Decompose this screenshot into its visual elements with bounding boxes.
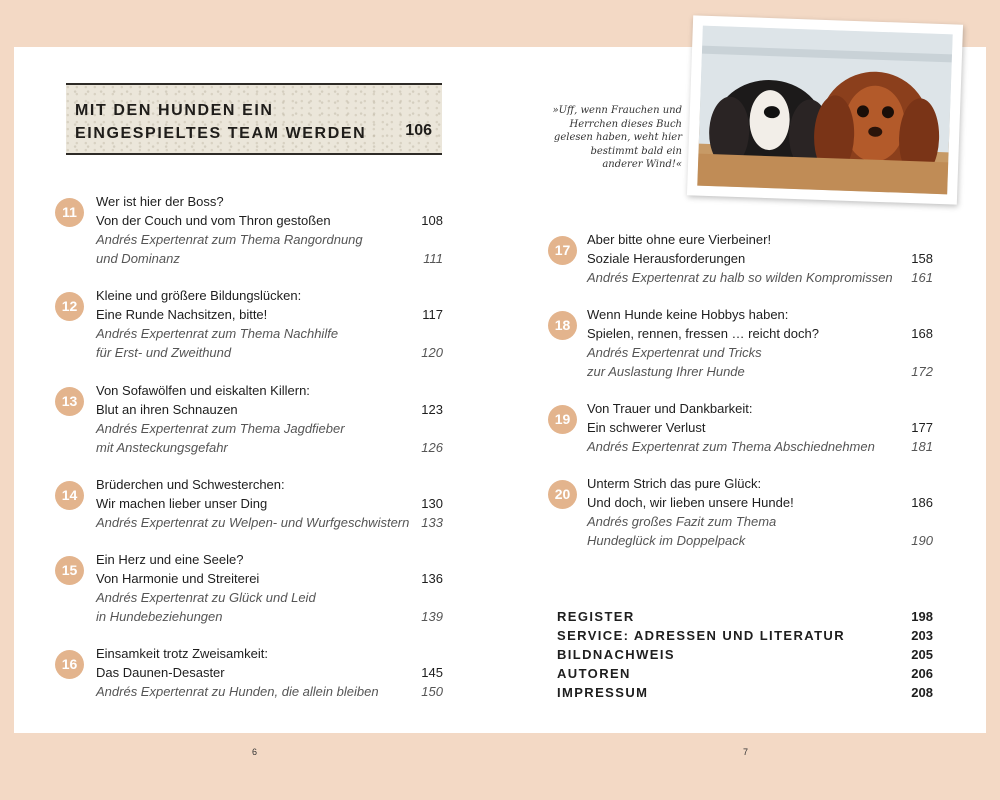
chapter-heading: Wenn Hunde keine Hobbys haben: — [587, 307, 789, 322]
chapter-badge: 12 — [55, 292, 84, 321]
chapter-heading: Aber bitte ohne eure Vierbeiner! — [587, 232, 772, 247]
chapter-badge: 17 — [548, 236, 577, 265]
page-number: 190 — [911, 533, 933, 548]
expert-advice: Andrés Expertenrat zu Welpen- und Wurfgeschwistern — [96, 515, 410, 530]
chapter-title: Wir machen lieber unser Ding — [96, 496, 268, 511]
chapter-heading: Unterm Strich das pure Glück: — [587, 476, 762, 491]
page-number: 123 — [421, 402, 443, 417]
page-number: 120 — [421, 345, 443, 360]
two-dogs-illustration — [697, 26, 952, 195]
page-number: 181 — [911, 439, 933, 454]
page-number: 136 — [421, 571, 443, 586]
chapter-title: Von der Couch und vom Thron gestoßen — [96, 213, 331, 228]
page-number: 108 — [421, 213, 443, 228]
back-matter-label: REGISTER — [557, 609, 635, 624]
chapter-heading: Einsamkeit trotz Zweisamkeit: — [96, 646, 268, 661]
chapter-title: Spielen, rennen, fressen … reicht doch? — [587, 326, 819, 341]
back-matter-label: AUTOREN — [557, 666, 631, 681]
chapter-badge: 16 — [55, 650, 84, 679]
page-number: 111 — [423, 251, 443, 266]
page-number: 168 — [911, 326, 933, 341]
expert-advice: Andrés Expertenrat zum Thema Jagdfieber — [96, 421, 345, 436]
expert-advice: Andrés Expertenrat zu Hunden, die allein bleiben — [96, 684, 379, 699]
page-number: 205 — [911, 647, 933, 662]
chapter-heading: Von Sofawölfen und eiskalten Killern: — [96, 383, 310, 398]
chapter-title: Soziale Herausforderungen — [587, 251, 746, 266]
expert-advice: Andrés Expertenrat zu Glück und Leid — [96, 590, 316, 605]
dog-photo-frame — [687, 15, 963, 204]
chapter-heading: Kleine und größere Bildungslücken: — [96, 288, 302, 303]
expert-advice-cont: in Hundebeziehungen — [96, 609, 223, 624]
page-number: 203 — [911, 628, 933, 643]
chapter-title: Blut an ihren Schnauzen — [96, 402, 238, 417]
page-number: 130 — [421, 496, 443, 511]
back-matter-label: SERVICE: ADRESSEN UND LITERATUR — [557, 628, 846, 643]
page-number: 126 — [421, 440, 443, 455]
expert-advice: Andrés Expertenrat zum Thema Nachhilfe — [96, 326, 339, 341]
chapter-heading: Von Trauer und Dankbarkeit: — [587, 401, 753, 416]
page-number: 186 — [911, 495, 933, 510]
folio-right: 7 — [743, 747, 749, 757]
expert-advice: Andrés Expertenrat und Tricks — [587, 345, 762, 360]
expert-advice-cont: für Erst- und Zweithund — [96, 345, 232, 360]
expert-advice-cont: Hundeglück im Doppelpack — [587, 533, 746, 548]
page-number: 161 — [911, 270, 933, 285]
section-title-line1: MIT DEN HUNDEN EIN — [75, 102, 274, 119]
chapter-heading: Wer ist hier der Boss? — [96, 194, 224, 209]
section-title — [75, 99, 366, 145]
expert-advice-cont: und Dominanz — [96, 251, 180, 266]
section-heading-box — [66, 83, 442, 155]
section-page-number: 106 — [405, 122, 432, 139]
chapter-heading: Ein Herz und eine Seele? — [96, 552, 244, 567]
expert-advice: Andrés Expertenrat zu halb so wilden Kompromissen — [587, 270, 893, 285]
section-title-line2: EINGESPIELTES TEAM WERDEN — [75, 125, 367, 142]
page-number: 177 — [911, 420, 933, 435]
chapter-title: Das Daunen-Desaster — [96, 665, 225, 680]
page-number: 206 — [911, 666, 933, 681]
page-number: 117 — [422, 307, 443, 322]
chapter-heading: Brüderchen und Schwesterchen: — [96, 477, 285, 492]
chapter-badge: 18 — [548, 311, 577, 340]
back-matter-label: BILDNACHWEIS — [557, 647, 675, 662]
page-number: 208 — [911, 685, 933, 700]
page-number: 145 — [421, 665, 443, 680]
folio-left: 6 — [252, 747, 258, 757]
back-matter-label: IMPRESSUM — [557, 685, 649, 700]
page-number: 139 — [421, 609, 443, 624]
chapter-badge: 20 — [548, 480, 577, 509]
expert-advice-cont: mit Ansteckungsgefahr — [96, 440, 228, 455]
expert-advice: Andrés Expertenrat zum Thema Rangordnung — [96, 232, 363, 247]
page-number: 158 — [911, 251, 933, 266]
expert-advice-cont: zur Auslastung Ihrer Hunde — [587, 364, 745, 379]
chapter-title: Ein schwerer Verlust — [587, 420, 706, 435]
expert-advice: Andrés Expertenrat zum Thema Abschiednehmen — [587, 439, 875, 454]
chapter-badge: 14 — [55, 481, 84, 510]
chapter-badge: 15 — [55, 556, 84, 585]
dog-photo — [697, 26, 952, 195]
expert-advice: Andrés großes Fazit zum Thema — [587, 514, 777, 529]
chapter-badge: 11 — [55, 198, 84, 227]
page-number: 133 — [421, 515, 443, 530]
page-number: 198 — [911, 609, 933, 624]
page-number: 150 — [421, 684, 443, 699]
chapter-title: Von Harmonie und Streiterei — [96, 571, 260, 586]
chapter-badge: 19 — [548, 405, 577, 434]
photo-quote: »Uff, wenn Frauchen und Herrchen dieses Buch gelesen haben, weht hier bestimmt bald ein anderer Wind!« — [552, 105, 682, 170]
chapter-title: Eine Runde Nachsitzen, bitte! — [96, 307, 268, 322]
chapter-title: Und doch, wir lieben unsere Hunde! — [587, 495, 794, 510]
page-number: 172 — [911, 364, 933, 379]
chapter-badge: 13 — [55, 387, 84, 416]
